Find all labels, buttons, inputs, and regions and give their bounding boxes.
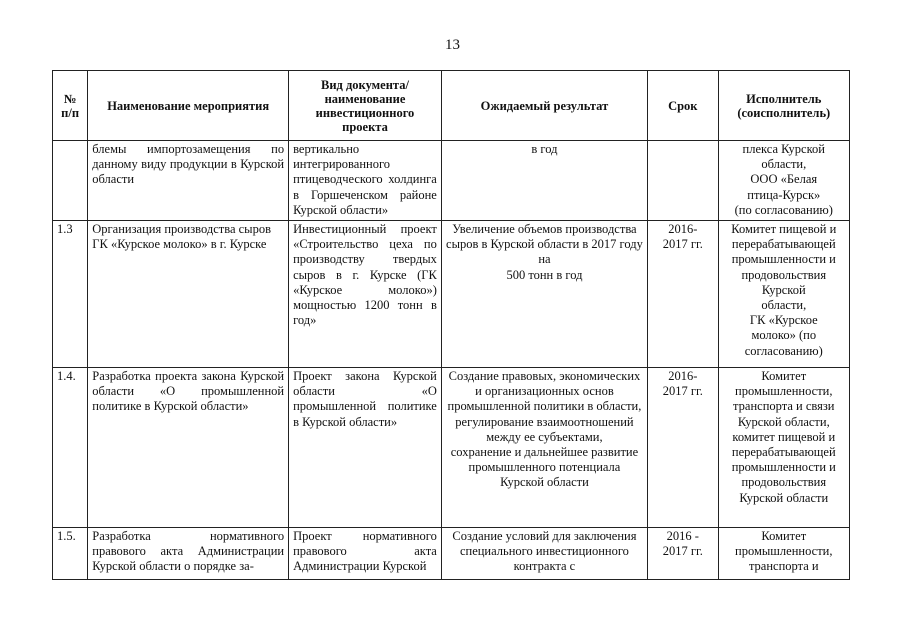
header-num: № п/п: [53, 71, 88, 141]
cell-num: 1.3: [53, 221, 88, 368]
header-doc: Вид документа/ наименование инвестиционного проекта: [289, 71, 442, 141]
cell-executor: плекса Курской области, ООО «Белая птица-Курск» (по согласованию): [718, 141, 849, 221]
cell-result: Увеличение объемов производства сыров в Курской области в 2017 году на 500 тонн в год: [441, 221, 647, 368]
cell-result: в год: [441, 141, 647, 221]
cell-term: 2016 - 2017 гг.: [648, 528, 719, 580]
cell-term: 2016- 2017 гг.: [648, 221, 719, 368]
page-number: 13: [445, 37, 460, 53]
table-header-row: [53, 71, 850, 141]
cell-term: 2016- 2017 гг.: [648, 368, 719, 528]
cell-name: Разработка проекта закона Курской области «О промышленной политике в Курской области»: [88, 368, 289, 528]
cell-term: [648, 141, 719, 221]
cell-result: Создание правовых, экономических и организационных основ промышленной политики в области, регулирование взаимоотношений между ее субъектами, сохранение и дальнейшее развитие промышленного потенциала Курской области: [441, 368, 647, 528]
table-row: [53, 221, 850, 368]
cell-num: [53, 141, 88, 221]
cell-doc: Проект нормативного правового акта Администрации Курской: [289, 528, 442, 580]
cell-executor: Комитет промышленности, транспорта и: [718, 528, 849, 580]
cell-name: Разработка нормативного правового акта Администрации Курской области о порядке за-: [88, 528, 289, 580]
table-row: [53, 368, 850, 528]
header-term: Срок: [648, 71, 719, 141]
table-row: [53, 141, 850, 221]
cell-num: 1.4.: [53, 368, 88, 528]
measures-table: [52, 70, 850, 580]
cell-doc: Инвестиционный проект «Строительство цеха по производству твердых сыров в г. Курске (ГК «Курское молоко») мощностью 1200 тонн в год»: [289, 221, 442, 368]
cell-name: Организация производства сыров ГК «Курское молоко» в г. Курске: [88, 221, 289, 368]
cell-doc: вертикально интегрированного птицеводческого холдинга в Горшеченском районе Курской области»: [289, 141, 442, 221]
cell-name: блемы импортозамещения по данному виду продукции в Курской области: [88, 141, 289, 221]
cell-executor: Комитет пищевой и перерабатывающей промышленности и продовольствия Курской области, ГК «Курское молоко» (по согласованию): [718, 221, 849, 368]
header-executor: Исполнитель (соисполнитель): [718, 71, 849, 141]
cell-doc: Проект закона Курской области «О промышленной политике в Курской области»: [289, 368, 442, 528]
cell-num: 1.5.: [53, 528, 88, 580]
cell-result: Создание условий для заключения специального инвестиционного контракта с: [441, 528, 647, 580]
cell-executor: Комитет промышленности, транспорта и связи Курской области, комитет пищевой и перерабатывающей промышленности и продовольствия Курской области: [718, 368, 849, 528]
header-name: Наименование мероприятия: [88, 71, 289, 141]
table-row: [53, 528, 850, 580]
header-result: Ожидаемый результат: [441, 71, 647, 141]
